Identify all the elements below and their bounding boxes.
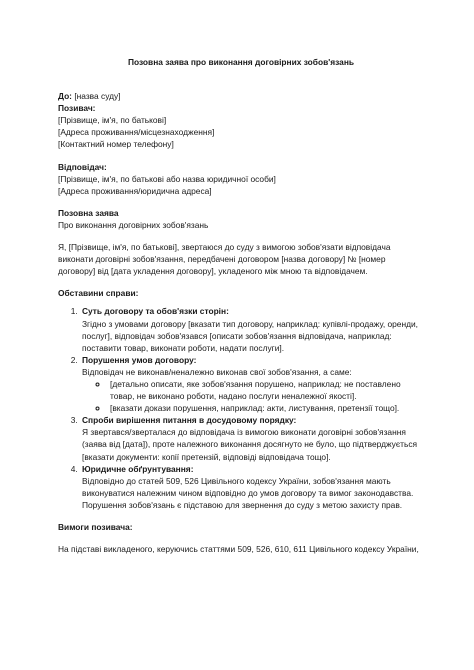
claim-heading: Позовна заява bbox=[58, 207, 119, 218]
item-body: Я звертався/зверталася до відповідача із вимогою виконати договірні зобов'язання (заява від [дата]), проте належного виконання досягнуто не було, що підтверджується [вказати документи: копії претензій, відповіді відповідача тощо]. bbox=[82, 427, 418, 462]
defendant-name: [Прізвище, ім'я, по батькові або назва юридичної особи] bbox=[58, 173, 276, 184]
sub-list-item: ◦ [детально описати, яке зобов'язання порушено, наприклад: не поставлено товар, не виконано роботи, надано послуги неналежної якості]. bbox=[108, 378, 424, 402]
document-title: Позовна заява про виконання договірних зобов'язань bbox=[127, 57, 355, 67]
defendant-heading: Відповідач: bbox=[58, 161, 107, 172]
circumstances-heading: Обставини справи: bbox=[58, 288, 139, 299]
court-value: [назва суду] bbox=[74, 91, 121, 102]
circumstances-list bbox=[58, 305, 424, 511]
item-title: 3. Спроби вирішення питання в досудовому порядку: bbox=[82, 415, 297, 426]
plaintiff-heading: Позивач: bbox=[58, 103, 96, 114]
plaintiff-address: [Адреса проживання/місцезнаходження] bbox=[58, 127, 215, 138]
demands-intro: На підставі викладеного, керуючись статтями 509, 526, 610, 611 Цивільного кодексу України, bbox=[58, 544, 419, 555]
demands-heading: Вимоги позивача: bbox=[58, 522, 133, 532]
plaintiff-name: [Прізвище, ім'я, по батькові] bbox=[58, 115, 167, 126]
court-line bbox=[58, 90, 424, 102]
defendant-address: [Адреса проживання/юридична адреса] bbox=[58, 185, 212, 196]
list-item bbox=[80, 463, 424, 511]
sub-list-item: ◦ [вказати докази порушення, наприклад: акти, листування, претензії тощо]. bbox=[108, 402, 424, 414]
list-item bbox=[80, 354, 424, 414]
item-title: 2. Порушення умов договору: bbox=[82, 354, 197, 365]
court-label: До: bbox=[58, 91, 72, 102]
intro-paragraph: Я, [Прізвище, ім'я, по батькові], звертаюся до суду з вимогою зобов'язати відповідача виконати договірні зобов'язання, передбачені договором [назва договору] № [номер договору] від [дата укладення договору], укладеного між мною та відповідачем. bbox=[58, 242, 391, 277]
item-body: Відповідач не виконав/неналежно виконав свої зобов'язання, а саме: bbox=[82, 366, 352, 377]
item-title: 1. Суть договору та обов'язки сторін: bbox=[82, 306, 229, 317]
item-title: 4. Юридичне обґрунтування: bbox=[82, 463, 194, 474]
sub-list bbox=[82, 378, 424, 414]
list-item bbox=[80, 414, 424, 462]
plaintiff-phone: [Контактний номер телефону] bbox=[58, 139, 174, 150]
list-item bbox=[80, 305, 424, 353]
item-body: Згідно з умовами договору [вказати тип договору, наприклад: купівлі-продажу, оренди, послуг], відповідач зобов'язався [описати зобов'язання відповідача, наприклад: поставити товар, виконати роботи, надати послуги]. bbox=[82, 318, 418, 353]
claim-subject: Про виконання договірних зобов'язань bbox=[58, 219, 209, 230]
item-body: Відповідно до статей 509, 526 Цивільного кодексу України, зобов'язання мають виконуватися належним чином відповідно до умов договору та вимог законодавства. Порушення зобов'язань є підставою для звернення до суду з метою захисту прав. bbox=[82, 475, 414, 510]
